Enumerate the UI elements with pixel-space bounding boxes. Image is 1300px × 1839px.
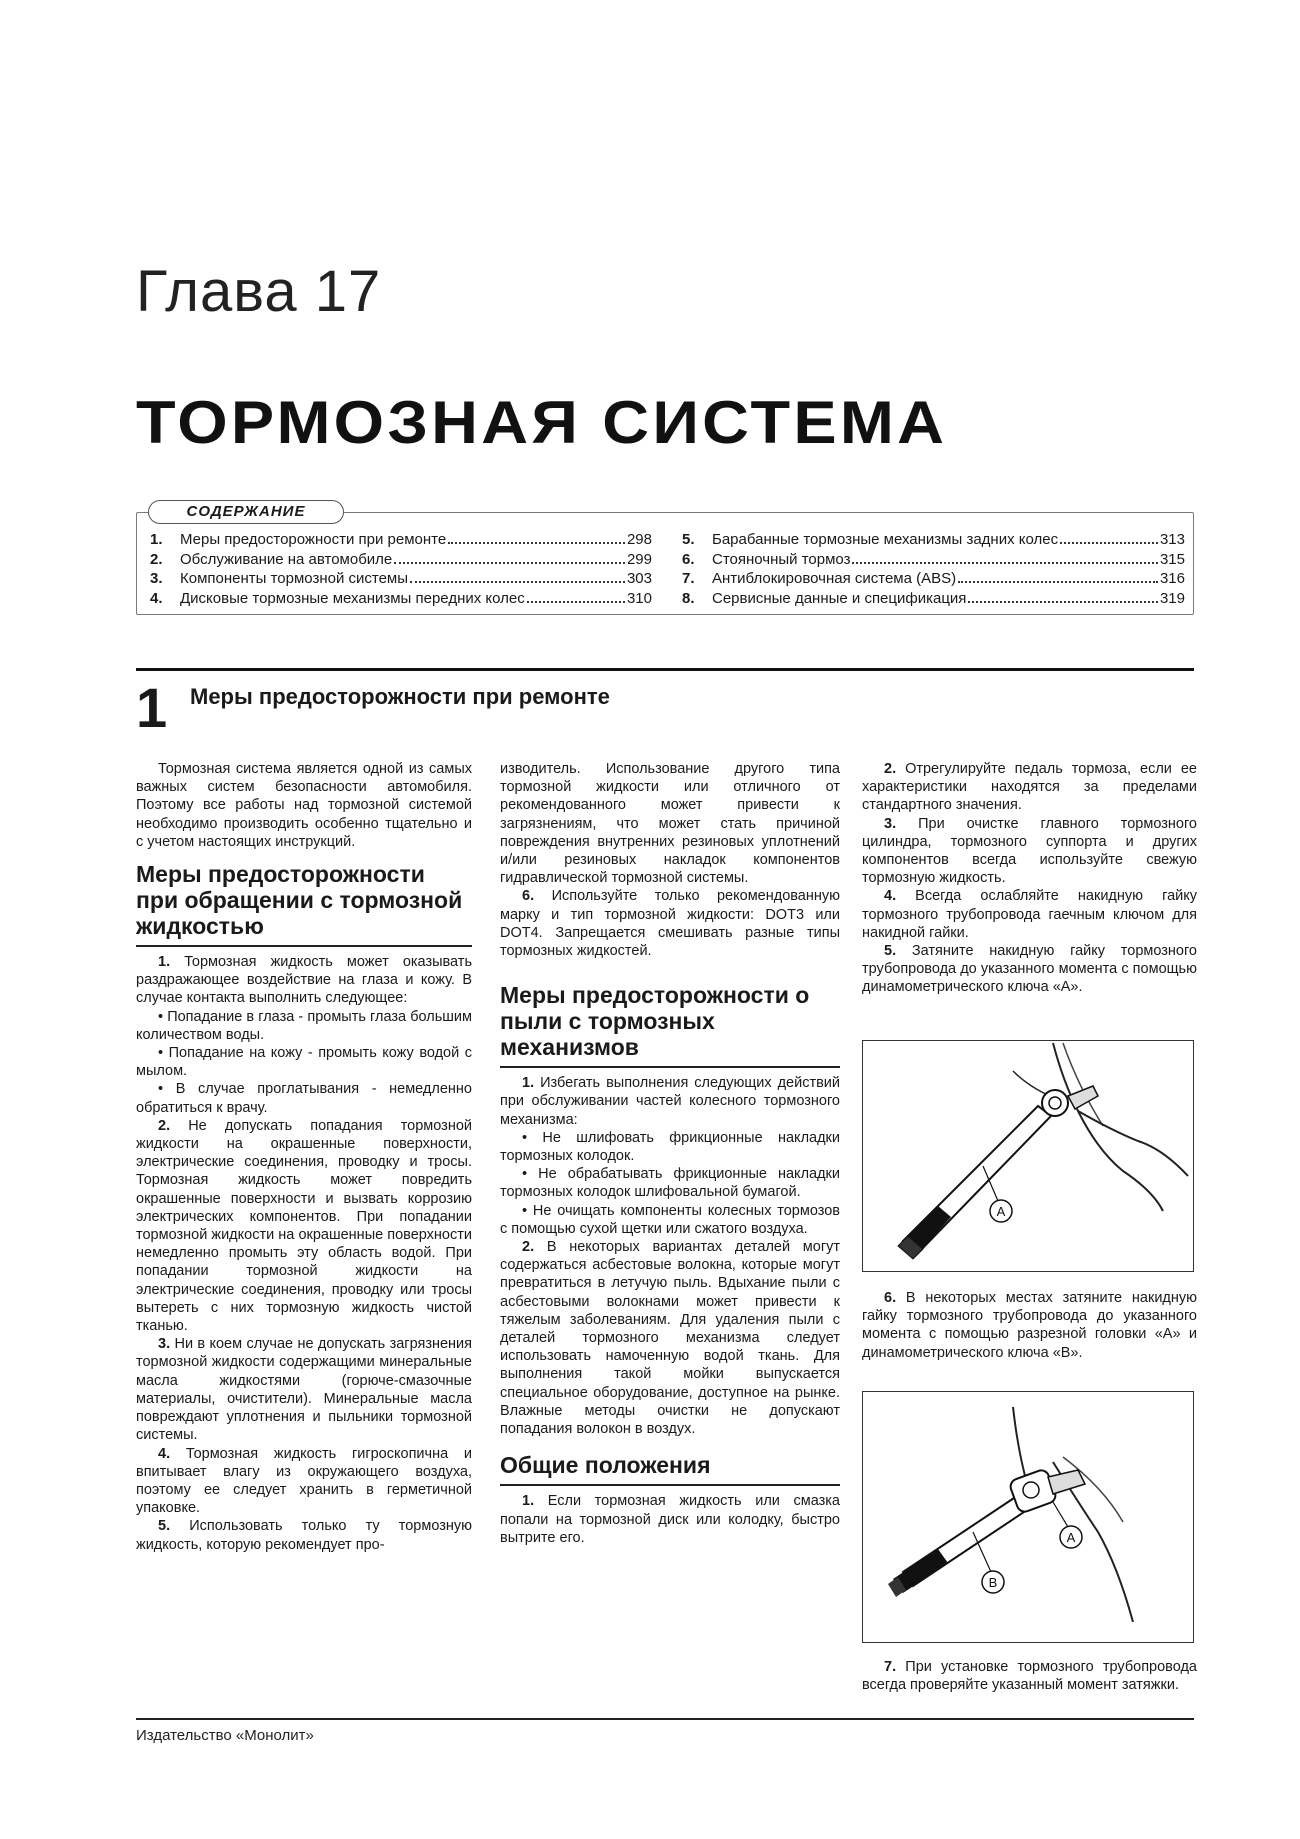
- bullet-item: • Не обрабатывать фрикционные накладки тормозных колодок шлифовальной бумагой.: [500, 1166, 840, 1201]
- bullet-item: • В случае проглатывания - немедленно обратиться к врачу.: [136, 1081, 472, 1116]
- subheading-general: Общие положения: [500, 1452, 711, 1479]
- paragraph: 4. Тормозная жидкость гигроскопична и впитывает влагу из окружающего воздуха, поэтому ее следует хранить в герметичной упаковке.: [136, 1445, 472, 1517]
- callout-b: B: [988, 1575, 998, 1590]
- callout-a: A: [996, 1204, 1006, 1219]
- toc-left-column: [150, 530, 652, 608]
- bullet-item: • Не шлифовать фрикционные накладки тормозных колодок.: [500, 1129, 840, 1165]
- toc-item[interactable]: 3. Компоненты тормозной системы 303: [150, 570, 652, 587]
- chapter-number: Глава 17: [136, 259, 382, 324]
- intro-paragraph: Тормозная система является одной из самых важных систем безопасности автомобиля. Поэтому все работы над тормозной системой необходимо производить особенно тщательно и с учетом настоящих инструкций.: [136, 761, 472, 850]
- paragraph: 1. Избегать выполнения следующих действий при обслуживании частей колесного тормозного механизма:: [500, 1075, 840, 1128]
- toc-item[interactable]: 6. Стояночный тормоз 315: [682, 550, 1185, 568]
- toc-item[interactable]: 4. Дисковые тормозные механизмы передних колес 310: [150, 589, 652, 607]
- paragraph: 3. Ни в коем случае не допускать загрязнения тормозной жидкости содержащими минеральные масла жидкостями (горюче-смазочные материалы, очистители). Минеральные масла повреждают уплотнения и пыльники тормозной системы.: [136, 1336, 473, 1444]
- toc-right-column: [682, 530, 1185, 608]
- chapter-title: ТОРМОЗНАЯ СИСТЕМА: [136, 389, 948, 456]
- paragraph: 1. Тормозная жидкость может оказывать раздражающее воздействие на глаза и кожу. В случае контакта выполнить следующее:: [136, 954, 472, 1007]
- paragraph: 4. Всегда ослабляйте накидную гайку тормозного трубопровода гаечным ключом для накидной гайки.: [862, 888, 1197, 941]
- paragraph: 6. В некоторых местах затяните накидную гайку тормозного трубопровода до указанного момента с помощью разрезной головки «А» и динамометрического ключа «В».: [862, 1290, 1198, 1361]
- section-title: Меры предосторожности при ремонте: [190, 684, 610, 709]
- text-column-3-bottom: [862, 1658, 1197, 1694]
- paragraph: изводитель. Использование другого типа тормозной жидкости или отличного от рекомендованного может привести к загрязнениям, что может стать причиной повреждения внутренних резиновых уплотнений и/или резиновых накладок компонентов гидравлической тормозной системы.: [500, 761, 840, 887]
- toc-item[interactable]: 7. Антиблокировочная система (ABS) 316: [682, 570, 1185, 587]
- footer-rule: [136, 1718, 1194, 1720]
- paragraph: 7. При установке тормозного трубопровода всегда проверяйте указанный момент затяжки.: [862, 1659, 1197, 1694]
- bullet-item: • Попадание на кожу - промыть кожу водой с мылом.: [136, 1045, 472, 1080]
- paragraph: 2. Не допускать попадания тормозной жидкости на окрашенные поверхности, электрические соединения, проводку и тросы. Тормозная жидкость может повредить окрашенные поверхности и вызвать коррозию электрических компонентов. При попадании тормозной жидкости на окрашенные поверхности немедленно промыть эту область водой. При попадании тормозной жидкости на электрические соединения, проводку или тросы вытереть с них тормозную жидкость чистой тканью.: [136, 1117, 472, 1335]
- section-number: 1: [136, 676, 168, 739]
- toc-item[interactable]: 8. Сервисные данные и спецификация 319: [682, 589, 1185, 607]
- subheading-rule: [500, 1066, 840, 1068]
- paragraph: 3. При очистке главного тормозного цилиндра, тормозного суппорта и других компонентов всегда используйте свежую тормозную жидкость.: [862, 815, 1197, 887]
- paragraph: 2. В некоторых вариантах деталей могут содержаться асбестовые волокна, которые могут превратиться в летучую пыль. Вдыхание пыли с асбестовыми волокнами может привести к тяжелым заболеваниям. Для удаления пыли с деталей тормозного механизма следует использовать намоченную водой ткань. Для выполнения такой мойки выпускается специальное оборудование, доступное на рынке. Влажные методы очистки не допускают попадания волокон в воздух.: [500, 1239, 840, 1438]
- text-column-2: [500, 760, 840, 1547]
- toc-item[interactable]: 5. Барабанные тормозные механизмы задних колес 313: [682, 531, 1185, 548]
- text-column-1: [136, 760, 472, 1554]
- subheading-brake-fluid: Меры предосторожности при обращении с тормозной жидкостью: [136, 861, 463, 940]
- callout-a: A: [1066, 1530, 1076, 1545]
- section-divider: [136, 668, 1194, 671]
- paragraph: 6. Используйте только рекомендованную марку и тип тормозной жидкости: DOT3 или DOT4. Запрещается смешивать разные типы тормозных жидкостей.: [500, 888, 841, 960]
- bullet-item: • Не очищать компоненты колесных тормозов с помощью сухой щетки или сжатого воздуха.: [500, 1202, 840, 1237]
- toc-label: СОДЕРЖАНИЕ: [148, 500, 344, 524]
- subheading-dust: Меры предосторожности о пыли с тормозных механизмов: [500, 982, 810, 1061]
- figure-torque-wrench: [862, 1040, 1194, 1272]
- publisher-footer: Издательство «Монолит»: [136, 1727, 314, 1744]
- paragraph: 1. Если тормозная жидкость или смазка попали на тормозной диск или колодку, быстро вытрите его.: [500, 1493, 840, 1546]
- figure-split-socket-wrench: [862, 1391, 1194, 1643]
- bullet-item: • Попадание в глаза - промыть глаза большим количеством воды.: [136, 1008, 472, 1043]
- text-column-3: [862, 760, 1197, 997]
- toc-item[interactable]: 1. Меры предосторожности при ремонте 298: [150, 531, 652, 548]
- paragraph: 5. Затяните накидную гайку тормозного трубопровода до указанного момента с помощью динамометрического ключа «А».: [862, 943, 1198, 996]
- paragraph: 2. Отрегулируйте педаль тормоза, если ее характеристики находятся за пределами стандартного значения.: [862, 761, 1197, 814]
- split-socket-illustration: [863, 1392, 1193, 1642]
- subheading-rule: [136, 945, 472, 947]
- torque-wrench-illustration: [863, 1041, 1193, 1271]
- paragraph: 5. Использовать только ту тормозную жидкость, которую рекомендует про-: [136, 1518, 472, 1553]
- text-column-3-mid: [862, 1289, 1197, 1362]
- toc-item[interactable]: 2. Обслуживание на автомобиле 299: [150, 550, 652, 568]
- subheading-rule: [500, 1484, 840, 1486]
